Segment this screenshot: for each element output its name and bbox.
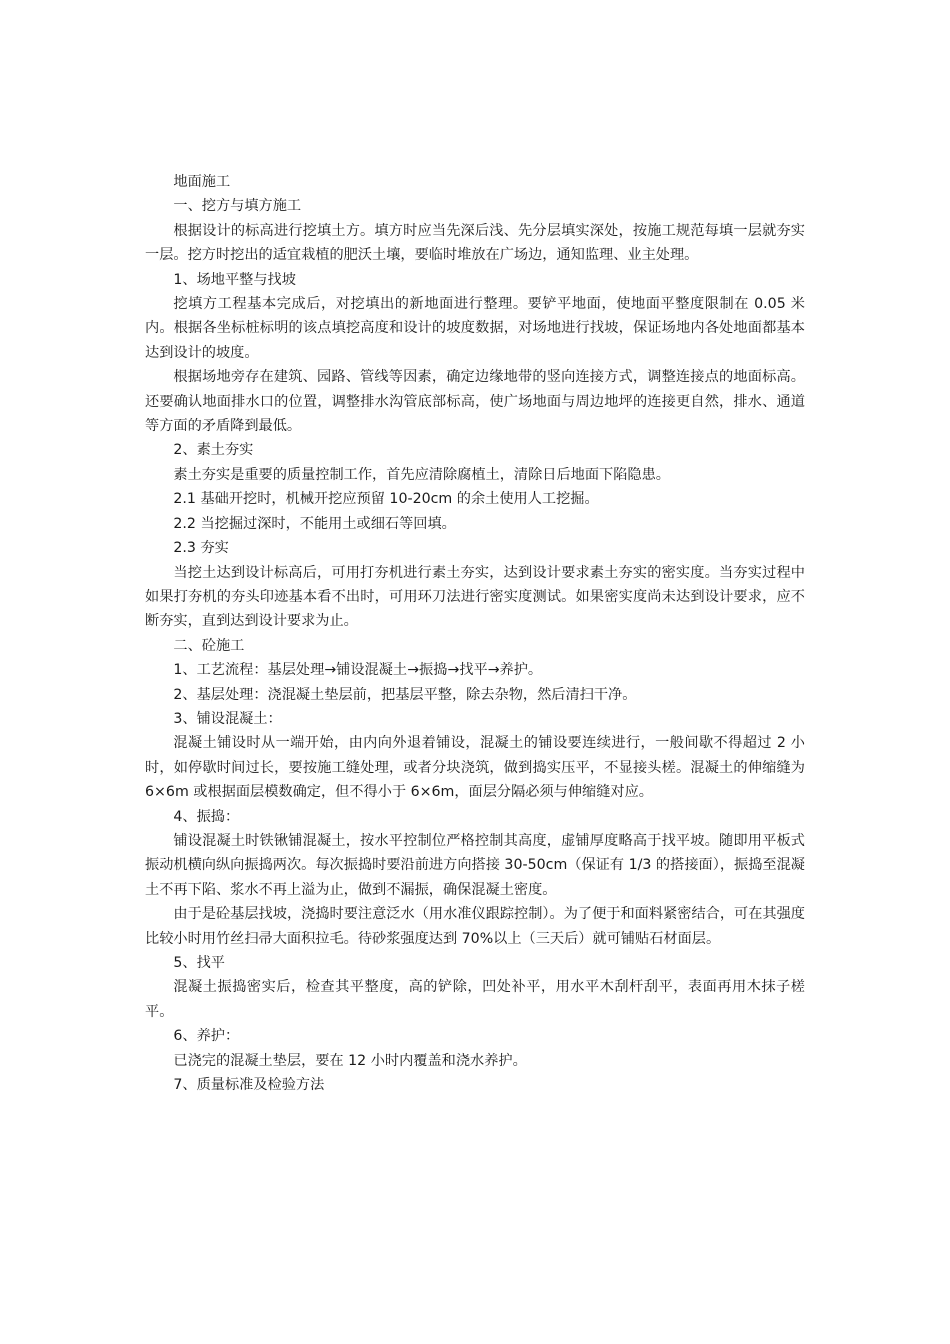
subsection-heading: 3、铺设混凝土： bbox=[173, 710, 282, 727]
paragraph: 已浇完的混凝土垫层，要在 12 小时内覆盖和浇水养护。 bbox=[173, 1052, 527, 1069]
paragraph: 挖填方工程基本完成后，对挖填出的新地面进行整理。要铲平地面，使地面平整度限制在 0.05 米内。根据各坐标桩标明的该点填挖高度和设计的坡度数据，对场地进行找坡，保证场地内各处地面都基本达到设计的坡度。 bbox=[145, 296, 805, 361]
paragraph: 素土夯实是重要的质量控制工作，首先应清除腐植土，清除日后地面下陷隐患。 bbox=[173, 466, 670, 483]
section-heading-excavation: 一、挖方与填方施工 bbox=[173, 198, 302, 215]
subsection-heading: 7、质量标准及检验方法 bbox=[173, 1077, 325, 1094]
paragraph: 由于是砼基层找坡，浇捣时要注意泛水（用水准仪跟踪控制）。为了便于和面料紧密结合，可在其强度比较小时用竹丝扫帚大面积拉毛。待砂浆强度达到 70%以上（三天后）就可铺贴石材面层。 bbox=[145, 906, 805, 947]
subsection-heading: 2.3 夯实 bbox=[173, 540, 229, 557]
paragraph: 1、工艺流程：基层处理→铺设混凝土→振捣→找平→养护。 bbox=[173, 662, 543, 679]
paragraph: 根据场地旁存在建筑、园路、管线等因素，确定边缘地带的竖向连接方式，调整连接点的地面标高。还要确认地面排水口的位置，调整排水沟管底部标高，使广场地面与周边地坪的连接更自然，排水、通道等方面的矛盾降到最低。 bbox=[145, 369, 805, 435]
section-heading-concrete: 二、砼施工 bbox=[173, 637, 245, 654]
subsection-heading: 6、养护： bbox=[173, 1028, 240, 1045]
subsection-heading: 1、场地平整与找坡 bbox=[173, 271, 296, 288]
paragraph: 当挖土达到设计标高后，可用打夯机进行素土夯实，达到设计要求素土夯实的密实度。当夯实过程中如果打夯机的夯头印迹基本看不出时，可用环刀法进行密实度测试。如果密实度尚未达到设计要求，应不断夯实，直到达到设计要求为止。 bbox=[145, 564, 805, 630]
subsection-heading: 4、振捣： bbox=[173, 808, 240, 825]
document-body bbox=[145, 170, 805, 1097]
subsection-heading: 5、找平 bbox=[173, 955, 225, 971]
document-title: 地面施工 bbox=[173, 174, 231, 190]
paragraph: 根据设计的标高进行挖填土方。填方时应当先深后浅、先分层填实深处，按施工规范每填一层就夯实一层。挖方时挖出的适宜栽植的肥沃土壤，要临时堆放在广场边，通知监理、业主处理。 bbox=[145, 222, 805, 264]
paragraph: 混凝土振捣密实后，检查其平整度，高的铲除，凹处补平，用水平木刮杆刮平，表面再用木抹子槎平。 bbox=[145, 979, 805, 1020]
paragraph: 2.1 基础开挖时，机械开挖应预留 10-20cm 的余土使用人工挖掘。 bbox=[173, 491, 599, 508]
subsection-heading: 2、素土夯实 bbox=[173, 442, 254, 459]
paragraph: 铺设混凝土时铁锹铺混凝土，按水平控制位严格控制其高度，虚铺厚度略高于找平坡。随即用平板式振动机横向纵向振捣两次。每次振捣时要沿前进方向搭接 30-50cm（保证有 1/3 的搭接面），振捣至混凝土不再下陷、浆水不再上溢为止，做到不漏振，确保混凝土密度。 bbox=[145, 832, 805, 898]
paragraph: 2、基层处理：浇混凝土垫层前，把基层平整，除去杂物，然后清扫干净。 bbox=[173, 686, 637, 703]
paragraph: 2.2 当挖掘过深时，不能用土或细石等回填。 bbox=[173, 515, 456, 532]
paragraph: 混凝土铺设时从一端开始，由内向外退着铺设，混凝土的铺设要连续进行，一般间歇不得超过 2 小时，如停歇时间过长，要按施工缝处理，或者分块浇筑，做到捣实压平，不显接头槎。混凝土的伸缩缝为 6×6m 或根据面层模数确定，但不得小于 6×6m，面层分隔必须与伸缩缝对应。 bbox=[145, 735, 805, 801]
